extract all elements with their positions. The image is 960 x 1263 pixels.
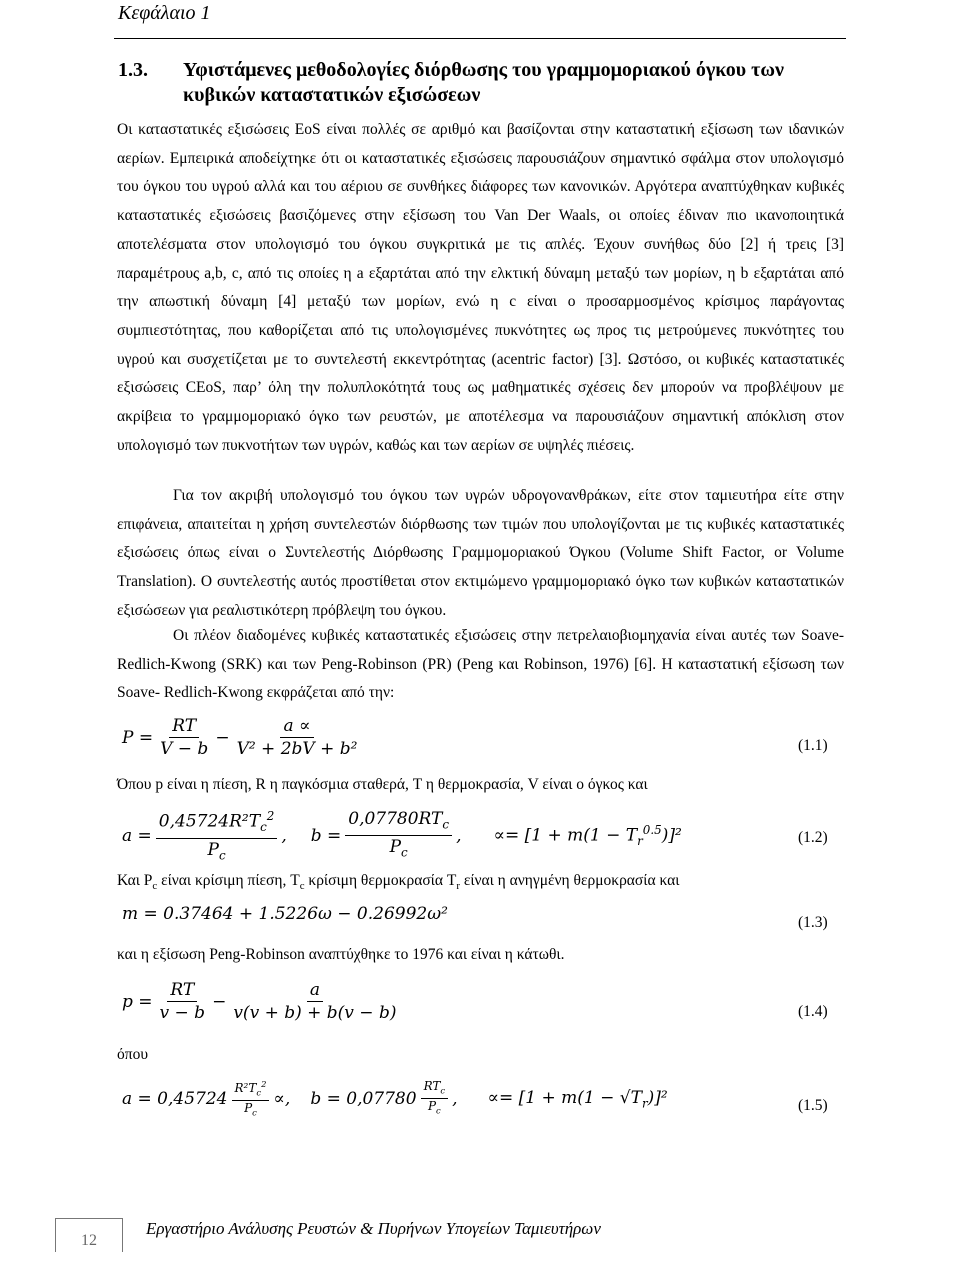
text-after-eq2: Και $P_c$ είναι κρίσιμη πίεση, $T_c$ κρίσιμη θερμοκρασία $T_r$ είναι η ανηγμένη θερμοκρασία και (117, 872, 680, 893)
eq1-fraction-2: $\frac{a \propto}{\text{V² + 2bV + b²}}$ (236, 716, 358, 759)
text-after-eq3: και η εξίσωση Peng-Robinson αναπτύχθηκε το 1976 και είναι η κάτωθι. (117, 946, 565, 963)
text-after-eq4: όπου (117, 1046, 148, 1063)
section-heading (118, 58, 848, 108)
equation-number-1-1: (1.1) (798, 737, 828, 754)
paragraph-3: Οι πλέον διαδομένες κυβικές καταστατικές εξισώσεις στην πετρελαιοβιομηχανία είναι αυτές των Soave-Redlich-Kwong (SRK) και των Peng-Robinson (PR) (Peng και Robinson, 1976) [6]. Η καταστατική εξίσωση των Soave- Redlich-Kwong εκφράζεται από την: (117, 627, 844, 702)
header-rule (114, 38, 846, 39)
equation-number-1-4: (1.4) (798, 1003, 828, 1020)
equation-1-3: m = 0.37464 + 1.5226ω − 0.26992ω² (122, 904, 448, 924)
chapter-header: Κεφάλαιο 1 (118, 2, 211, 24)
equation-1-5: a = 0,45724 $\frac{R^2T_c^2}{P_c}$ ∝, b = 0,07780 $\frac{RT_c}{P_c}$ , ∝= $[1 + m(1 - √T_r)]^2$ (122, 1079, 668, 1118)
equation-number-1-3: (1.3) (798, 914, 828, 931)
page-number: 12 (55, 1218, 123, 1252)
equation-number-1-5: (1.5) (798, 1097, 828, 1114)
paragraph-1: Οι καταστατικές εξισώσεις EoS είναι πολλές σε αριθμό και βασίζονται στην καταστατική εξίσωση των ιδανικών αερίων. Εμπειρικά αποδείχτηκε ότι οι καταστατικές εξισώσεις παρουσιάζουν σημαντικό σφάλμα στον υπολογισμό του όγκου του υγρού αλλά και του αέριου σε συνθήκες διάφορες των κανονικών. Αργότερα αναπτύχθηκαν κυβικές καταστατικές εξισώσεις βασιζόμενες στην εξίσωση του Van Der Waals, οι οποίες έδιναν πιο ικανοποιητικά αποτελέσματα στον υπολογισμό του όγκου συγκριτικά με τις απλές. Έχουν συνήθως δύο [2] ή τρεις [3] παραμέτρους a,b, c, από τις οποίες η a εξαρτάται από την ελκτική δύναμη μεταξύ των μορίων, η b εξαρτάται από την απωστική δύναμη [4] μεταξύ των μορίων, ενώ η c είναι ο προσαρμοσμένος κρίσιμος παράγοντας συμπιεστότητας, που καθορίζεται από τις υπολογισμένες πυκνότητες ως προς τις μετρούμενες πυκνότητες του υγρού και συσχετίζεται με το συντελεστή εκκεντρότητας (acentric factor) [3]. Ωστόσο, οι κυβικές καταστατικές εξισώσεις CEoS, παρ’ όλη την πολυπλοκότητά τους ως μαθηματικές σχέσεις δεν μπορούν να προβλέψουν με ακρίβεια το γραμμομοριακό όγκο των ρευστών, με αποτέλεσμα να παρουσιάζουν σημαντική απόκλιση στον υπολογισμό των πυκνοτήτων των υγρών, καθώς και των αερίων σε υψηλές πιέσεις. (117, 121, 844, 454)
eq1-fraction-1: $\frac{RT}{V - b}$ (160, 716, 209, 759)
equation-number-1-2: (1.2) (798, 829, 828, 846)
footer-lab-name: Εργαστήριο Ανάλυσης Ρευστών & Πυρήνων Υπογείων Ταμιευτήρων (146, 1219, 601, 1238)
equation-1-2: a = $\frac{0,45724R^2T_c^2}{P_c}$ , b = $\frac{0,07780RT_c}{P_c}$ , ∝= $[1 + m(1 - T_r^{0.5})]^2$ (122, 806, 682, 865)
section-title: Υφιστάμενες μεθοδολογίες διόρθωσης του γραμμομοριακού όγκου των κυβικών καταστατικών εξισώσεων (183, 59, 784, 106)
paragraph-2: Για τον ακριβή υπολογισμό του όγκου των υγρών υδρογονανθράκων, είτε στον ταμιευτήρα είτε στην επιφάνεια, απαιτείται η χρήση συντελεστών διόρθωσης των τιμών που υπολογίζονται με τις κυβικές καταστατικές εξισώσεις όπως είναι ο Συντελεστής Διόρθωσης Γραμμομοριακού Όγκου (Volume Shift Factor, or Volume Translation). Ο συντελεστής αυτός προστίθεται στον εκτιμώμενο γραμμομοριακό όγκο των κυβικών καταστατικών εξισώσεων για ρεαλιστικότερη πρόβλεψη του όγκου. (117, 487, 844, 619)
equation-1-4: p = $\frac{RT}{v - b}$ − $\frac{a}{v(v + b) + b(v - b)}$ (122, 980, 397, 1023)
section-number: 1.3. (118, 59, 148, 81)
equation-1-1: P = $\frac{RT}{V - b}$ − $\frac{a \propto}{\text{V² + 2bV + b²}}$ (122, 716, 364, 759)
text-after-eq1: Όπου p είναι η πίεση, R η παγκόσμια σταθερά, T η θερμοκρασία, V είναι ο όγκος και (117, 776, 648, 793)
